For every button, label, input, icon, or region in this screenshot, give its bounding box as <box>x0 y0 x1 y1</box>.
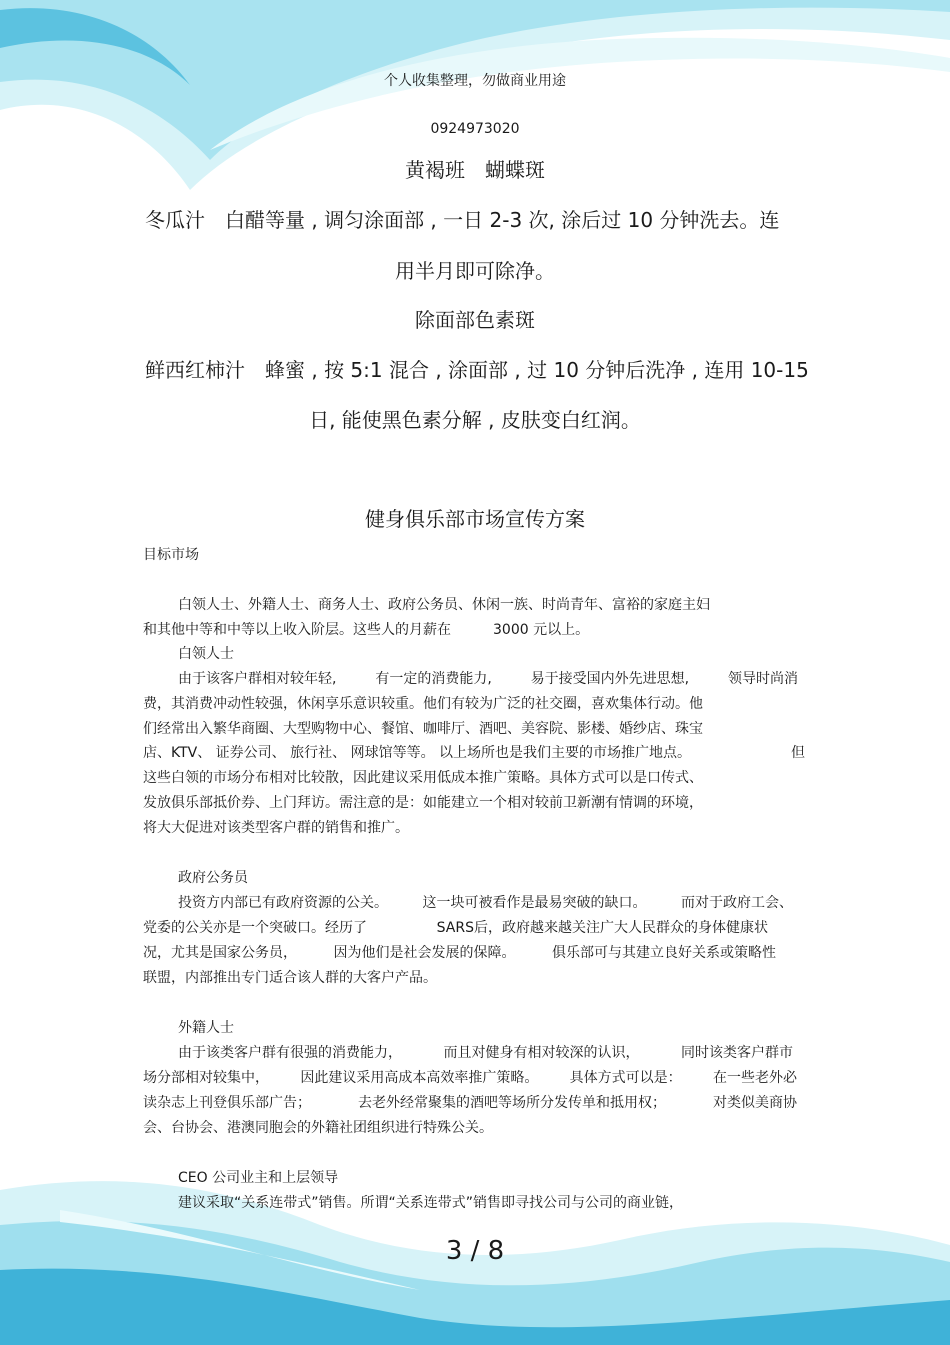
paragraph-line: 况，尤其是国家公务员， 因为他们是社会发展的保障。 俱乐部可与其建立良好关系或策略性 <box>143 945 776 961</box>
paragraph-line: 由于该类客户群有很强的消费能力， 而且对健身有相对较深的认识， 同时该类客户群市 <box>178 1045 793 1061</box>
paragraph-line: 联盟，内部推出专门适合该人群的大客户产品。 <box>143 970 437 986</box>
paragraph-line: 发放俱乐部抵价券、上门拜访。需注意的是：如能建立一个相对较前卫新潮有情调的环境， <box>143 795 703 811</box>
subheading-foreigners: 外籍人士 <box>178 1020 234 1036</box>
paragraph-line: 和其他中等和中等以上收入阶层。这些人的月薪在 3000 元以上。 <box>143 622 590 638</box>
header-note: 个人收集整理，勿做商业用途 <box>384 73 566 89</box>
paragraph-line: 投资方内部已有政府资源的公关。 这一块可被看作是最易突破的缺口。 而对于政府工会、 <box>178 895 793 911</box>
remedy-line-3: 鲜西红柿汁 蜂蜜 , 按 5:1 混合 , 涂面部 , 过 10 分钟后洗净 , 连用 10-15 <box>145 358 809 382</box>
paragraph-line: 场分部相对较集中， 因此建议采用高成本高效率推广策略。 具体方式可以是： 在一些老外必 <box>143 1070 797 1086</box>
article-title: 健身俱乐部市场宣传方案 <box>365 507 585 531</box>
paragraph-line: 这些白领的市场分布相对比较散，因此建议采用低成本推广策略。具体方式可以是口传式、 <box>143 770 703 786</box>
paragraph-line: 白领人士、外籍人士、商务人士、政府公务员、休闲一族、时尚青年、富裕的家庭主妇 <box>178 597 710 613</box>
paragraph-line: 读杂志上刊登俱乐部广告； 去老外经常聚集的酒吧等场所分发传单和抵用权； 对类似美商协 <box>143 1095 797 1111</box>
paragraph-line: 党委的公关亦是一个突破口。经历了 SARS后，政府越来越关注广大人民群众的身体健康状 <box>143 920 768 936</box>
paragraph-line: 会、台协会、港澳同胞会的外籍社团组织进行特殊公关。 <box>143 1120 493 1136</box>
remedy-line-1: 冬瓜汁 白醋等量 , 调匀涂面部 , 一日 2-3 次, 涂后过 10 分钟洗去。连 <box>145 208 780 232</box>
subheading-white-collar: 白领人士 <box>178 646 234 662</box>
paragraph-line: 费，其消费冲动性较强，休闲享乐意识较重。他们有较为广泛的社交圈，喜欢集体行动。他 <box>143 696 703 712</box>
subheading-ceo: CEO 公司业主和上层领导 <box>178 1170 339 1186</box>
remedy-line-2: 用半月即可除净。 <box>395 259 555 283</box>
remedy-title-2: 除面部色素斑 <box>415 308 535 332</box>
paragraph-line: 店、KTV、 证券公司、 旅行社、 网球馆等等。 以上场所也是我们主要的市场推广地点。 但 <box>143 745 805 761</box>
remedy-line-4: 日, 能使黑色素分解 , 皮肤变白红润。 <box>309 408 641 432</box>
page-number: 3 / 8 <box>445 1236 505 1266</box>
paragraph-line: 建议采取“关系连带式”销售。所谓“关系连带式”销售即寻找公司与公司的商业链， <box>178 1195 684 1211</box>
paragraph-line: 将大大促进对该类型客户群的销售和推广。 <box>143 820 409 836</box>
document-code: 0924973020 <box>430 121 520 137</box>
remedy-title-1: 黄褐班 蝴蝶斑 <box>405 158 545 182</box>
subheading-government: 政府公务员 <box>178 870 248 886</box>
section-heading-target: 目标市场 <box>143 547 199 563</box>
paragraph-line: 由于该客户群相对较年轻, 有一定的消费能力, 易于接受国内外先进思想, 领导时尚消 <box>178 671 798 687</box>
paragraph-line: 们经常出入繁华商圈、大型购物中心、餐馆、咖啡厅、酒吧、美容院、影楼、婚纱店、珠宝 <box>143 721 703 737</box>
